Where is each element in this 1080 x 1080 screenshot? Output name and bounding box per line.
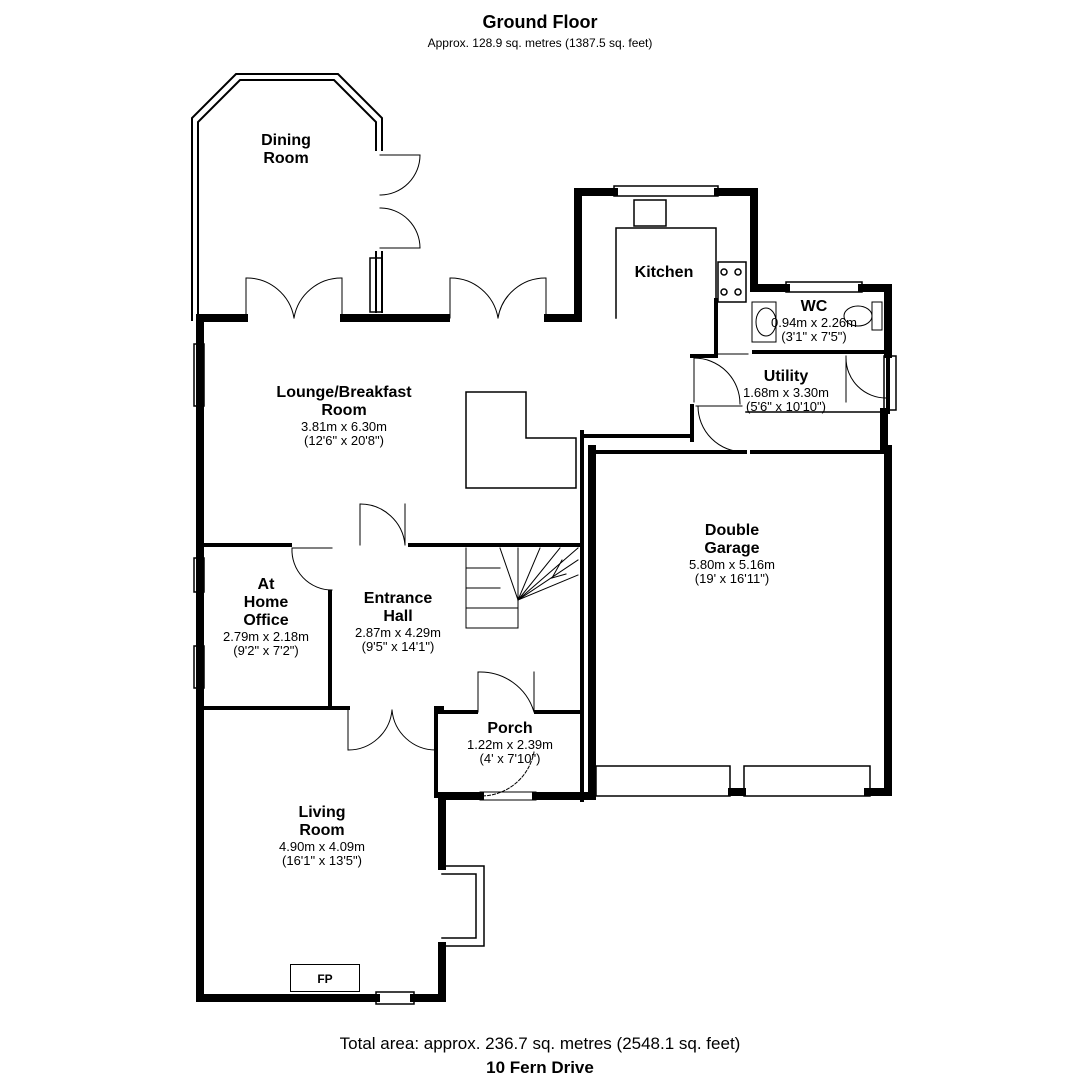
room-dimensions-imperial: (9'5" x 14'1") <box>361 639 435 654</box>
room-dimensions-imperial: (5'6" x 10'10") <box>746 399 826 414</box>
room-dimensions-imperial: (16'1" x 13'5") <box>282 853 362 868</box>
room-label-lounge <box>276 384 411 448</box>
room-dimensions-metric: 2.87m x 4.29m <box>355 625 441 640</box>
room-dimensions-metric: 1.68m x 3.30m <box>743 385 829 400</box>
room-dimensions-imperial: (4' x 7'10") <box>479 751 541 766</box>
dining-room-walls <box>192 74 382 320</box>
room-dimensions-imperial: (9'2" x 7'2") <box>233 643 299 658</box>
room-label-hall <box>355 590 441 654</box>
room-name: Living <box>298 804 346 821</box>
room-label-utility <box>743 368 829 414</box>
room-label-office <box>223 576 309 658</box>
room-name: Dining <box>261 132 311 149</box>
room-label-porch <box>467 720 553 766</box>
room-name: Kitchen <box>634 264 694 281</box>
room-dimensions-imperial: (19' x 16'11") <box>694 571 770 586</box>
dining-french-doors <box>380 155 420 248</box>
room-name: Office <box>243 612 289 629</box>
room-dimensions-metric: 2.79m x 2.18m <box>223 629 309 644</box>
room-name: Room <box>263 150 309 167</box>
room-label-living <box>279 804 365 868</box>
floor-title: Ground Floor <box>482 12 598 32</box>
room-label-garage <box>689 522 775 586</box>
staircase <box>466 548 578 628</box>
room-name: At <box>257 576 275 593</box>
total-area-text: Total area: approx. 236.7 sq. metres (2548.1 sq. feet) <box>339 1034 741 1053</box>
room-name: Lounge/Breakfast <box>276 384 412 401</box>
room-dimensions-metric: 1.22m x 2.39m <box>467 737 553 752</box>
room-label-wc <box>771 298 857 344</box>
room-dimensions-imperial: (12'6" x 20'8") <box>304 433 384 448</box>
room-dimensions-metric: 0.94m x 2.26m <box>771 315 857 330</box>
room-name: Double <box>704 522 760 539</box>
floor-area-subtitle: Approx. 128.9 sq. metres (1387.5 sq. feet) <box>427 36 653 50</box>
room-dimensions-metric: 3.81m x 6.30m <box>300 419 387 434</box>
fireplace-label: FP <box>290 964 360 992</box>
kitchen-units <box>466 200 882 488</box>
room-label-dining <box>261 132 311 168</box>
room-dimensions-imperial: (3'1" x 7'5") <box>781 329 847 344</box>
room-label-kitchen <box>635 264 694 282</box>
room-dimensions-metric: 5.80m x 5.16m <box>689 557 775 572</box>
room-name: Garage <box>704 540 760 557</box>
room-name: Room <box>321 402 367 419</box>
room-name: Porch <box>487 720 533 737</box>
room-dimensions-metric: 4.90m x 4.09m <box>279 839 365 854</box>
room-name: Home <box>243 594 289 611</box>
doors <box>246 278 886 800</box>
room-name: Hall <box>383 608 413 625</box>
room-name: Utility <box>763 368 809 385</box>
room-name: Room <box>299 822 345 839</box>
room-name: WC <box>800 298 828 315</box>
room-name: Entrance <box>363 590 433 607</box>
property-address: 10 Fern Drive <box>486 1058 594 1077</box>
